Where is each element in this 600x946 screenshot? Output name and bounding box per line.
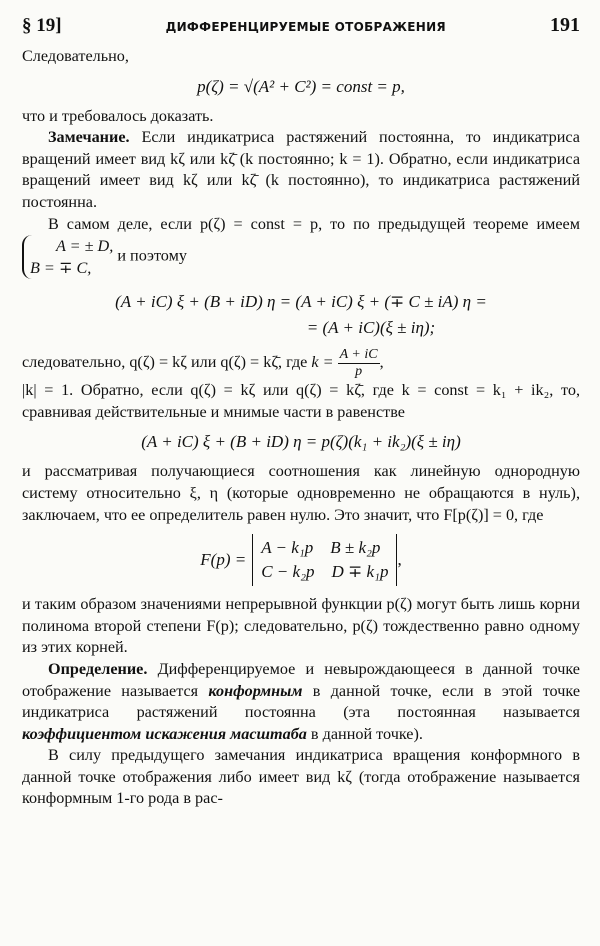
determinant-row-2: C − k₂p D ∓ k₁p	[261, 562, 389, 582]
conversely-paragraph: |k| = 1. Обратно, если q(ζ) = kζ или q(ζ) = kζ̄, где k = const = k₁ + ik₂, то, сравнивая действительные и мнимые части в равенстве	[22, 381, 580, 421]
considering-paragraph: и рассматривая получающиеся соотношения как линейную однородную систему относительно ξ, η (которые одновременно не обращаются в нуль), заключаем, что ее определитель равен нулю. Это значит, что F[p(ζ)] = 0, где	[22, 462, 580, 524]
thus-paragraph: и таким образом значениями непрерывной функции p(ζ) могут быть лишь корни полинома второй степени F(p); следовательно, p(ζ) тождественно равно одному из этих корней.	[22, 595, 580, 657]
fraction-numerator: A + iC	[339, 347, 378, 363]
definition-paragraph	[22, 659, 580, 745]
consequently-line: Следовательно,	[22, 47, 129, 65]
page-number: 191	[549, 14, 580, 36]
last-paragraph: В силу предыдущего замечания индикатриса вращения конформного в данной точке отображения либо имеет вид kζ (тогда отображение называется конформным 1-го рода в рас-	[22, 746, 580, 808]
running-title: ДИФФЕРЕНЦИРУЕМЫЕ ОТОБРАЖЕНИЯ	[165, 20, 446, 34]
coefficient-term: коэффициентом искажения масштаба	[22, 724, 307, 743]
determinant-row	[22, 534, 580, 586]
section-number: § 19]	[22, 15, 62, 36]
remark-body: Если индикатриса растяжений постоянна, то индикатриса вращений имеет вид kζ или kζ̄ (k постоянно; k = 1). Обратно, если индикатриса вращений имеет вид kζ или kζ̄ (k постоянно), то индикатриса растяжений постоянна.	[22, 128, 580, 211]
determinant	[252, 534, 397, 586]
formula-line-2: = (A + iC)(ξ ± iη);	[306, 318, 436, 338]
document-page	[22, 14, 580, 810]
indeed-text: В самом деле, если p(ζ) = const = p, то по предыдущей теореме имеем	[48, 214, 580, 233]
k-equals: k =	[311, 353, 334, 372]
page-header	[22, 14, 580, 46]
qed-line: что и требовалось доказать.	[22, 106, 214, 125]
determinant-end: ,	[397, 550, 402, 570]
definition-body-3: в данной точке).	[310, 724, 423, 743]
formula-equality: (A + iC) ξ + (B + iD) η = p(ζ)(k₁ + ik₂)(ξ ± iη)	[141, 432, 461, 452]
remark-label: Замечание.	[48, 128, 130, 147]
system-line-1: A = ± D,	[56, 237, 114, 256]
system-line-2: B = ∓ C,	[30, 259, 92, 278]
fraction-denominator: p	[355, 364, 363, 380]
remark-paragraph	[22, 127, 580, 213]
formula-p: p(ζ) = √(A² + C²) = const = p,	[197, 76, 405, 96]
definition-body-1: Дифференцируемое и невырождающееся в данной точке отображение называется	[22, 659, 580, 700]
formula-line-1: (A + iC) ξ + (B + iD) η = (A + iC) ξ + (∓ C ± iA) η =	[115, 292, 487, 312]
definition-label: Определение.	[48, 659, 148, 678]
system-equations	[22, 235, 113, 279]
determinant-lhs: F(p) =	[200, 550, 247, 570]
definition-body-2: в данной точке, если в этой точке индикатриса растяжений постоянна (эта постоянная называется	[22, 681, 581, 722]
conformal-term: конформным	[208, 681, 303, 700]
determinant-row-1: A − k₁p B ± k₂p	[261, 538, 381, 558]
indeed-paragraph	[22, 214, 580, 280]
and-therefore: и поэтому	[117, 246, 187, 265]
fraction	[338, 347, 380, 380]
consequently2-text: следовательно, q(ζ) = kζ или q(ζ) = kζ̄, где	[22, 353, 308, 372]
consequently-paragraph: следовательно, q(ζ) = kζ или q(ζ) = kζ̄, где k = $\frac{A + iC}{p}$ ,	[22, 347, 384, 380]
